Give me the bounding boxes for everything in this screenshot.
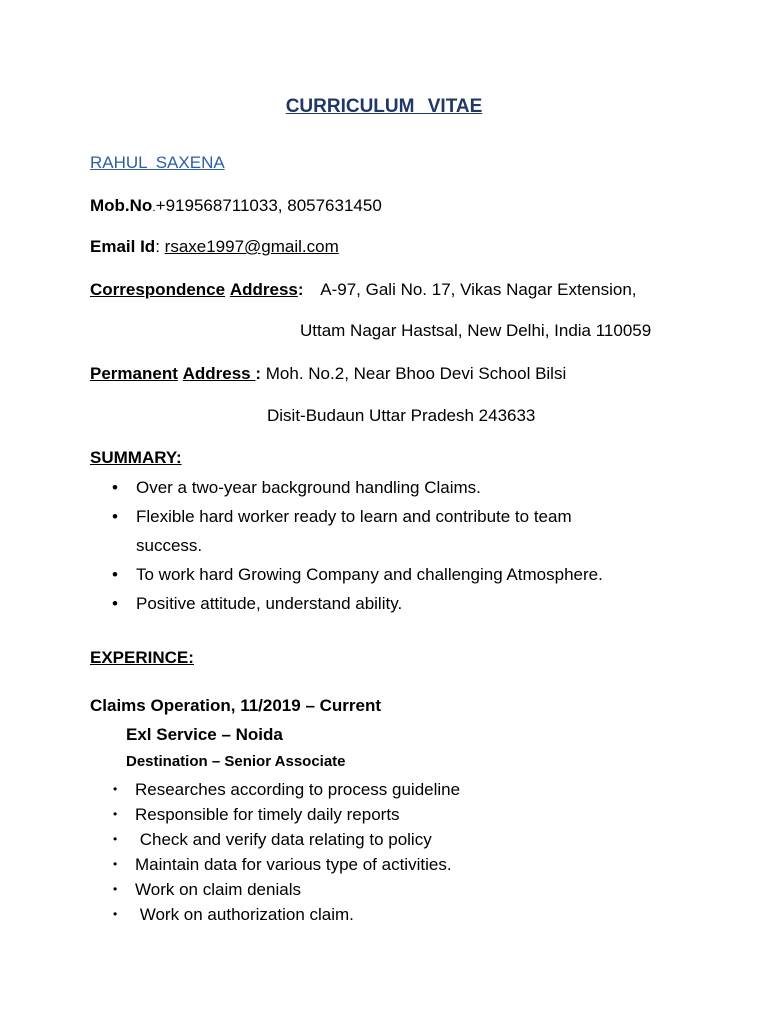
correspondence-separator: : [297,280,304,299]
correspondence-address-label: Address [229,280,298,299]
bullet-icon: • [113,857,118,871]
bullet-icon: • [112,594,118,613]
bullet-icon: • [112,565,118,584]
duty-item: • Work on authorization claim. [90,902,460,927]
mobile-label: Mob.No [90,196,153,215]
permanent-separator: : [255,364,262,383]
duty-item: • Responsible for timely daily reports [90,802,460,827]
permanent-line-2: Disit-Budaun Uttar Pradesh 243633 [267,406,536,425]
experience-heading: EXPERINCE: [90,648,194,667]
duty-item: • Maintain data for various type of activities. [90,852,460,877]
mobile-separator: . [152,200,156,214]
candidate-name: RAHUL SAXENA [90,153,225,172]
experience-company: Exl Service – Noida [126,725,283,744]
duty-item: • Check and verify data relating to policy [90,827,460,852]
correspondence-line-2: Uttam Nagar Hastsal, New Delhi, India 110059 [300,321,652,340]
email-label: Email Id [90,237,156,256]
mobile-value: +919568711033, 8057631450 [155,196,382,215]
duties-list [90,777,460,927]
summary-item: • Positive attitude, understand ability. [90,589,603,618]
summary-item: • Over a two-year background handling Claims. [90,473,603,502]
correspondence-label: Correspondence [90,280,226,299]
bullet-icon: • [113,907,118,921]
bullet-icon: • [113,832,118,846]
summary-heading: SUMMARY: [90,448,182,467]
duty-item: • Researches according to process guideline [90,777,460,802]
correspondence-address-line [90,280,637,300]
bullet-icon: • [113,782,118,796]
bullet-icon: • [112,478,118,497]
permanent-address-label: Address [182,364,256,383]
summary-item-continuation: success. [136,536,203,555]
summary-list [90,473,603,618]
correspondence-line-1: A-97, Gali No. 17, Vikas Nagar Extension, [320,280,637,299]
duty-item: • Work on claim denials [90,877,460,902]
bullet-icon: • [112,507,118,526]
summary-item: • Flexible hard worker ready to learn and contribute to team [90,502,603,531]
experience-role: Claims Operation, 11/2019 – Current [90,696,382,715]
email-link[interactable]: rsaxe1997@gmail.com [164,237,339,256]
summary-item: • To work hard Growing Company and challenging Atmosphere. [90,560,603,589]
bullet-icon: • [113,882,118,896]
email-separator: : [155,237,160,256]
mobile-line [90,196,382,216]
page-title: CURRICULUM VITAE [285,96,483,117]
permanent-address-line [90,364,566,384]
experience-designation: Destination – Senior Associate [126,753,346,770]
email-line [90,237,339,257]
bullet-icon: • [113,807,118,821]
permanent-label: Permanent [90,364,178,383]
permanent-line-1: Moh. No.2, Near Bhoo Devi School Bilsi [265,364,567,383]
